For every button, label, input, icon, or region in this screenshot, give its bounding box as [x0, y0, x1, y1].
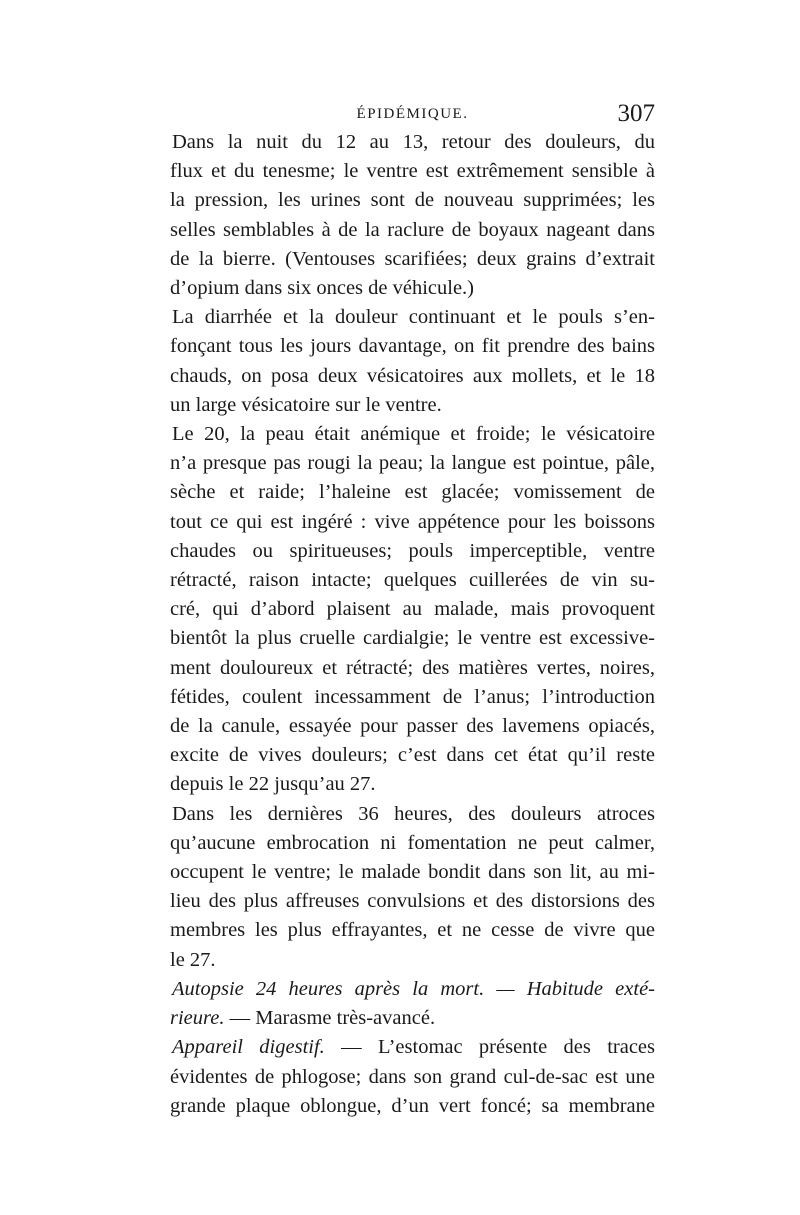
- text-line: de la bierre. (Ventouses scarifiées; deux grains d’extrait: [170, 247, 655, 270]
- paragraph: [170, 800, 655, 975]
- text-line: n’a presque pas rougi la peau; la langue est pointue, pâle,: [170, 452, 655, 475]
- text-line: selles semblables à de la raclure de boyaux nageant dans: [170, 218, 655, 241]
- text-line: ment douloureux et rétracté; des matières vertes, noires,: [170, 656, 655, 679]
- text-line: qu’aucune embrocation ni fomentation ne peut calmer,: [170, 831, 655, 854]
- text-line: sèche et raide; l’haleine est glacée; vomissement de: [170, 481, 655, 504]
- text-line: grande plaque oblongue, d’un vert foncé; sa membrane: [170, 1094, 655, 1117]
- text-line: [170, 1033, 655, 1062]
- text-line: d’opium dans six onces de véhicule.): [170, 277, 475, 300]
- text-line: fonçant tous les jours davantage, on fit prendre des bains: [170, 335, 655, 358]
- text-line: excite de vives douleurs; c’est dans cet état qu’il reste: [170, 744, 655, 767]
- text-line: lieu des plus affreuses convulsions et des distorsions des: [170, 890, 655, 913]
- text-line: chaudes ou spiritueuses; pouls imperceptible, ventre: [170, 539, 655, 562]
- text-line: occupent le ventre; le malade bondit dans son lit, au mi-: [170, 861, 655, 884]
- text-line: fétides, coulent incessamment de l’anus; l’introduction: [170, 685, 655, 708]
- text-line: un large vésicatoire sur le ventre.: [170, 393, 442, 416]
- text-line: [170, 1004, 655, 1033]
- paragraph: [170, 420, 655, 800]
- paragraph: [170, 128, 655, 303]
- page-number: 307: [617, 100, 655, 127]
- text-line: évidentes de phlogose; dans son grand cul-de-sac est une: [170, 1065, 655, 1088]
- text-line: depuis le 22 jusqu’au 27.: [170, 773, 376, 796]
- running-title: ÉPIDÉMIQUE.: [356, 106, 469, 122]
- text-line: La diarrhée et la douleur continuant et le pouls s’en-: [172, 306, 655, 329]
- digestive-text: — L’estomac présente des traces: [324, 1036, 655, 1059]
- text-line: flux et du tenesme; le ventre est extrêmement sensible à: [170, 160, 655, 183]
- text-line: la pression, les urines sont de nouveau supprimées; les: [170, 189, 655, 212]
- text-line: le 27.: [170, 948, 216, 971]
- autopsy-heading: Autopsie 24 heures après la mort. — Habitude exté-: [172, 977, 655, 1000]
- text-line: [170, 975, 655, 1004]
- text-line: Dans les dernières 36 heures, des douleurs atroces: [172, 802, 655, 825]
- text-line: chauds, on posa deux vésicatoires aux mollets, et le 18: [170, 364, 655, 387]
- autopsy-note: — Marasme très-avancé.: [224, 1007, 436, 1030]
- text-line: Le 20, la peau était anémique et froide; le vésicatoire: [172, 423, 655, 446]
- text-line: tout ce qui est ingéré : vive appétence pour les boissons: [170, 510, 655, 533]
- running-head: [170, 100, 655, 130]
- text-line: Dans la nuit du 12 au 13, retour des douleurs, du: [172, 131, 655, 153]
- paragraph-autopsy: [170, 975, 655, 1033]
- paragraph: [170, 303, 655, 420]
- text-line: bientôt la plus cruelle cardialgie; le ventre est excessive-: [170, 627, 655, 650]
- text-line: membres les plus effrayantes, et ne cesse de vivre que: [170, 919, 655, 942]
- body-text: [170, 128, 655, 1121]
- text-line: de la canule, essayée pour passer des lavemens opiacés,: [170, 715, 655, 738]
- text-line: rétracté, raison intacte; quelques cuillerées de vin su-: [170, 569, 655, 592]
- section-heading-digestive: Appareil digestif.: [172, 1036, 325, 1059]
- autopsy-heading-cont: rieure.: [170, 1007, 225, 1030]
- paragraph-digestive: [170, 1033, 655, 1121]
- text-line: cré, qui d’abord plaisent au malade, mais provoquent: [170, 598, 655, 621]
